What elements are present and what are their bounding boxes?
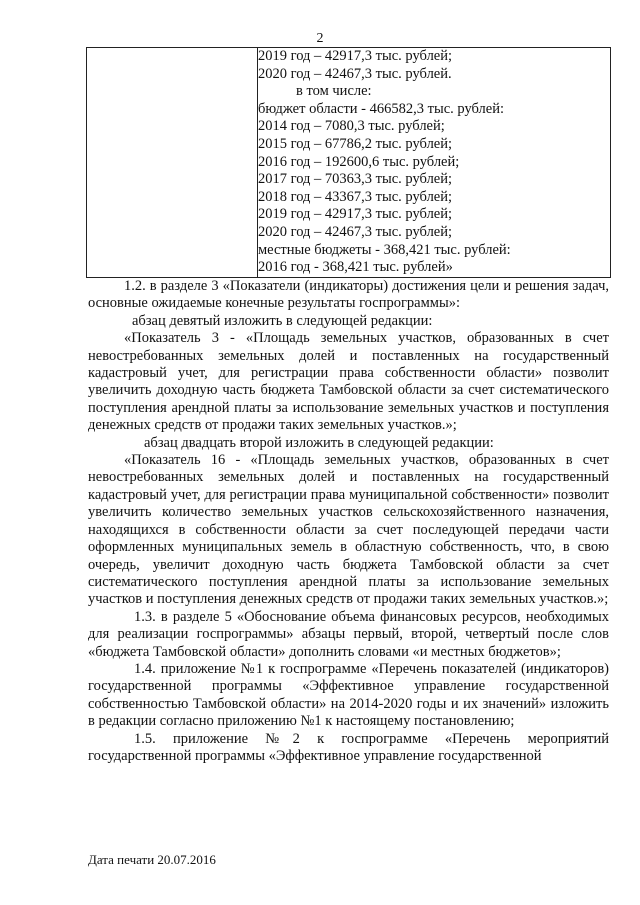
paragraph-twenty-second-intro: абзац двадцать второй изложить в следующей редакции:: [144, 434, 494, 451]
table-line: в том числе:: [296, 83, 372, 100]
table-line: 2015 год – 67786,2 тыс. рублей;: [258, 135, 453, 152]
table-line: 2020 год – 42467,3 тыс. рублей;: [258, 223, 453, 240]
paragraph-1-4: 1.4. приложение №1 к госпрограмме «Перечень показателей (индикаторов) государственной программы «Эффективное управление государственной собственностью Тамбовской области» на 2014-2020 годы и их значений» изложить в редакции согласно приложению №1 к настоящему постановлению;: [88, 660, 609, 730]
table-line: 2019 год – 42917,3 тыс. рублей;: [258, 48, 453, 64]
paragraph-1-3: 1.3. в разделе 5 «Обоснование объема финансовых ресурсов, необходимых для реализации госпрограммы» абзацы первый, второй, четвертый после слов «бюджета Тамбовской области» дополнить словами «и местных бюджетов»;: [88, 608, 609, 660]
table-line: 2020 год – 42467,3 тыс. рублей.: [258, 65, 452, 82]
table-line: 2016 год - 368,421 тыс. рублей»: [258, 259, 453, 276]
table-right-cell: [258, 48, 611, 278]
table-line: местные бюджеты - 368,421 тыс. рублей:: [258, 241, 511, 258]
table-line: 2017 год – 70363,3 тыс. рублей;: [258, 171, 453, 188]
paragraph-ninth-intro: абзац девятый изложить в следующей редакции:: [132, 312, 433, 329]
document-body: [88, 278, 609, 765]
page-number: 2: [316, 31, 324, 46]
paragraph-indicator-16: «Показатель 16 - «Площадь земельных участков, образованных в счет невостребованных земельных долей и поставленных на государственный кадастровый учет, для регистрации права муниципальной собственности» позволит увеличить количество земельных участков сельскохозяйственного назначения, находящихся в собственности области за счет последующей передачи части оформленных муниципальных земель в областную собственность, что, в свою очередь, увеличит доходную часть бюджета Тамбовской области за счет систематического поступления арендной платы за использование земельных участков и поступления денежных средств от продажи таких земельных участков.»;: [88, 452, 609, 608]
table-line: 2016 год – 192600,6 тыс. рублей;: [258, 153, 460, 170]
financing-table: [86, 47, 611, 278]
table-left-cell: [87, 48, 258, 278]
table-line: 2019 год – 42917,3 тыс. рублей;: [258, 206, 453, 223]
paragraph-indicator-3: «Показатель 3 - «Площадь земельных участков, образованных в счет невостребованных земельных долей и поставленных на государственный кадастровый учет, для регистрации права собственности области» позволит увеличить доходную часть бюджета Тамбовской области за счет систематического поступления арендной платы за использование земельных участков и поступления денежных средств от продажи таких земельных участков.»;: [88, 330, 609, 434]
table-line: бюджет области - 466582,3 тыс. рублей:: [258, 100, 504, 117]
paragraph-1-2: 1.2. в разделе 3 «Показатели (индикаторы) достижения цели и решения задач, основные ожидаемые конечные результаты госпрограммы»:: [88, 278, 609, 312]
table-line: 2018 год – 43367,3 тыс. рублей;: [258, 188, 453, 205]
paragraph-1-5: 1.5. приложение №2 к госпрограмме «Перечень мероприятий государственной программы «Эффективное управление государственной: [88, 730, 609, 764]
print-date: Дата печати 20.07.2016: [88, 852, 216, 867]
table-line: 2014 год – 7080,3 тыс. рублей;: [258, 118, 445, 135]
